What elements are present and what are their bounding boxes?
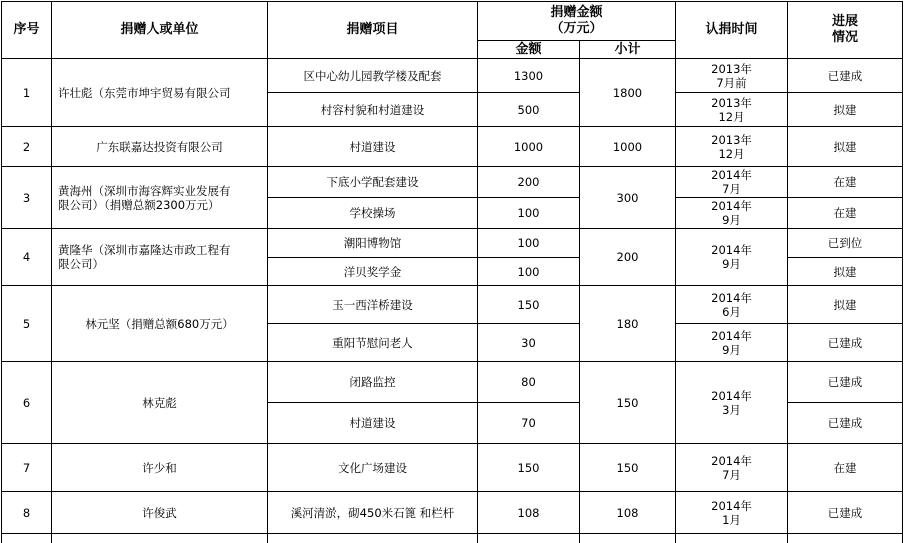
cell-time-line1: 2014年 xyxy=(711,168,752,182)
cell-donor-line1: 黄海州（深圳市海容辉实业发展有 xyxy=(58,183,231,198)
cell-progress[interactable]: 已建成 xyxy=(788,492,903,534)
cell-seq[interactable]: 2 xyxy=(2,127,52,167)
cell-donor-line1: 许少和 xyxy=(142,460,177,475)
cell-amount[interactable]: 1300 xyxy=(478,59,580,93)
cell-project[interactable]: 玉一西洋桥建设 xyxy=(268,286,478,324)
cell-donor[interactable] xyxy=(52,59,268,127)
cell-time-line2: 9月 xyxy=(722,257,741,271)
cell-progress[interactable]: 已建成 xyxy=(788,59,903,93)
cell-donor[interactable] xyxy=(52,286,268,362)
cell-time[interactable] xyxy=(676,198,788,229)
cell-time-line1: 2014年 xyxy=(711,328,752,343)
cell-time[interactable] xyxy=(676,127,788,167)
cell-donor-line1: 黄隆华（深圳市嘉隆达市政工程有 xyxy=(58,243,231,257)
cell-progress[interactable]: 在建 xyxy=(788,198,903,229)
cell-progress[interactable]: 拟建 xyxy=(788,127,903,167)
cell-amount[interactable]: 108 xyxy=(478,492,580,534)
cell-donor-line1: 林克彪 xyxy=(142,395,177,410)
cell-subtotal[interactable]: 150 xyxy=(580,362,676,444)
cell-donor-line2: 限公司） xyxy=(58,257,104,271)
cell-project[interactable]: 溪河清淤，砌450米石篦 和栏杆 xyxy=(268,492,478,534)
header-seq[interactable]: 序号 xyxy=(2,2,52,59)
cell-time-line2: 7月 xyxy=(722,467,741,482)
cell-time-line1: 2014年 xyxy=(711,290,752,305)
header-progress[interactable] xyxy=(788,2,903,59)
cell-subtotal[interactable]: 200 xyxy=(580,229,676,286)
cell-project[interactable]: 村容村貌和村道建设 xyxy=(268,93,478,127)
cell-time-line2: 12月 xyxy=(718,146,745,161)
cell-empty[interactable] xyxy=(478,534,580,543)
table-row xyxy=(2,59,903,93)
cell-time[interactable] xyxy=(676,167,788,198)
cell-time-line2: 9月 xyxy=(722,342,741,357)
table-row xyxy=(2,286,903,324)
cell-amount[interactable]: 500 xyxy=(478,93,580,127)
cell-time-line2: 9月 xyxy=(722,213,741,227)
cell-time-line1: 2013年 xyxy=(711,61,752,76)
cell-donor-line1: 许俊武 xyxy=(142,505,177,520)
cell-subtotal[interactable]: 1800 xyxy=(580,59,676,127)
cell-subtotal[interactable]: 150 xyxy=(580,444,676,492)
cell-amount[interactable]: 70 xyxy=(478,403,580,444)
cell-subtotal[interactable]: 108 xyxy=(580,492,676,534)
cell-project[interactable]: 学校操场 xyxy=(268,198,478,229)
cell-donor[interactable] xyxy=(52,127,268,167)
header-amount[interactable]: 金额 xyxy=(478,41,580,59)
cell-amount[interactable]: 200 xyxy=(478,167,580,198)
cell-progress[interactable]: 在建 xyxy=(788,444,903,492)
header-project[interactable]: 捐赠项目 xyxy=(268,2,478,59)
cell-donor[interactable] xyxy=(52,167,268,229)
table-row xyxy=(2,362,903,403)
cell-time-line2: 6月 xyxy=(722,304,741,319)
cell-project[interactable]: 洋贝奖学金 xyxy=(268,258,478,286)
cell-project[interactable]: 文化广场建设 xyxy=(268,444,478,492)
cell-time[interactable] xyxy=(676,324,788,362)
header-donation-amount-line1: 捐赠金额 xyxy=(550,5,603,20)
cell-empty[interactable] xyxy=(52,534,268,543)
cell-project[interactable]: 区中心幼儿园教学楼及配套 xyxy=(268,59,478,93)
cell-amount[interactable]: 1000 xyxy=(478,127,580,167)
cell-project[interactable]: 村道建设 xyxy=(268,127,478,167)
cell-seq[interactable]: 3 xyxy=(2,167,52,229)
cell-donor[interactable] xyxy=(52,362,268,444)
cell-time-line2: 3月 xyxy=(722,402,741,417)
cell-amount[interactable]: 150 xyxy=(478,444,580,492)
table-row xyxy=(2,444,903,492)
cell-seq[interactable]: 6 xyxy=(2,362,52,444)
header-progress-line1: 进展 xyxy=(832,14,859,29)
cell-time[interactable] xyxy=(676,93,788,127)
header-time[interactable]: 认捐时间 xyxy=(676,2,788,59)
cell-time[interactable] xyxy=(676,444,788,492)
cell-amount[interactable]: 100 xyxy=(478,258,580,286)
cell-seq[interactable]: 1 xyxy=(2,59,52,127)
table-row xyxy=(2,229,903,258)
cell-progress[interactable]: 已建成 xyxy=(788,403,903,444)
cell-time[interactable] xyxy=(676,362,788,444)
cell-progress[interactable]: 已建成 xyxy=(788,324,903,362)
cell-amount[interactable]: 30 xyxy=(478,324,580,362)
cell-progress[interactable]: 已建成 xyxy=(788,362,903,403)
table-row xyxy=(2,492,903,534)
cell-donor-line1: 林元坚（捐赠总额680万元） xyxy=(85,316,234,331)
cell-donor-line1: 许壮彪（东莞市坤宇贸易有限公司 xyxy=(58,85,231,100)
cell-time[interactable] xyxy=(676,286,788,324)
cell-time-line1: 2014年 xyxy=(711,243,752,257)
cell-seq[interactable]: 4 xyxy=(2,229,52,286)
cell-progress[interactable]: 拟建 xyxy=(788,258,903,286)
cell-donor[interactable] xyxy=(52,444,268,492)
cell-progress[interactable]: 拟建 xyxy=(788,286,903,324)
cell-subtotal[interactable]: 180 xyxy=(580,286,676,362)
cell-time-line2: 7月 xyxy=(722,182,741,196)
header-donation-amount[interactable] xyxy=(478,2,676,41)
table-row xyxy=(2,127,903,167)
cell-time-line1: 2013年 xyxy=(711,132,752,147)
cell-empty[interactable] xyxy=(580,534,676,543)
cell-amount[interactable]: 150 xyxy=(478,286,580,324)
cell-time-line2: 1月 xyxy=(722,512,741,527)
header-row xyxy=(2,2,903,41)
cell-time-line1: 2014年 xyxy=(711,199,752,213)
cell-subtotal[interactable]: 300 xyxy=(580,167,676,229)
cell-time[interactable] xyxy=(676,492,788,534)
cell-seq[interactable]: 5 xyxy=(2,286,52,362)
cell-amount[interactable]: 100 xyxy=(478,229,580,258)
cell-empty[interactable] xyxy=(788,534,903,543)
cell-project[interactable]: 闭路监控 xyxy=(268,362,478,403)
cell-time-line1: 2013年 xyxy=(711,95,752,110)
header-donation-amount-line2: （万元） xyxy=(550,21,603,36)
cell-time[interactable] xyxy=(676,229,788,286)
cell-time-line1: 2014年 xyxy=(711,453,752,468)
table-row xyxy=(2,167,903,198)
cell-donor-line1: 广东联嘉达投资有限公司 xyxy=(96,139,223,154)
cell-time-line1: 2014年 xyxy=(711,388,752,403)
cell-time-line1: 2014年 xyxy=(711,498,752,513)
header-subtotal[interactable]: 小计 xyxy=(580,41,676,59)
header-donor[interactable]: 捐赠人或单位 xyxy=(52,2,268,59)
cell-donor[interactable] xyxy=(52,229,268,286)
cell-time-line2: 7月前 xyxy=(716,75,747,90)
table-row-partial xyxy=(2,534,903,543)
cell-empty[interactable] xyxy=(268,534,478,543)
cell-project[interactable]: 重阳节慰问老人 xyxy=(268,324,478,362)
cell-progress[interactable]: 在建 xyxy=(788,167,903,198)
header-progress-line2: 情况 xyxy=(832,30,859,45)
cell-donor-line2: 限公司）（捐赠总额2300万元） xyxy=(58,197,220,212)
cell-time[interactable] xyxy=(676,59,788,93)
cell-seq[interactable]: 8 xyxy=(2,492,52,534)
cell-empty[interactable] xyxy=(676,534,788,543)
cell-project[interactable]: 村道建设 xyxy=(268,403,478,444)
cell-subtotal[interactable]: 1000 xyxy=(580,127,676,167)
cell-amount[interactable]: 80 xyxy=(478,362,580,403)
donation-table xyxy=(1,1,903,543)
cell-seq[interactable]: 7 xyxy=(2,444,52,492)
cell-project[interactable]: 潮阳博物馆 xyxy=(268,229,478,258)
cell-amount[interactable]: 100 xyxy=(478,198,580,229)
cell-progress[interactable]: 已到位 xyxy=(788,229,903,258)
cell-empty[interactable] xyxy=(2,534,52,543)
cell-time-line2: 12月 xyxy=(718,109,745,124)
cell-project[interactable]: 下底小学配套建设 xyxy=(268,167,478,198)
cell-donor[interactable] xyxy=(52,492,268,534)
cell-progress[interactable]: 拟建 xyxy=(788,93,903,127)
